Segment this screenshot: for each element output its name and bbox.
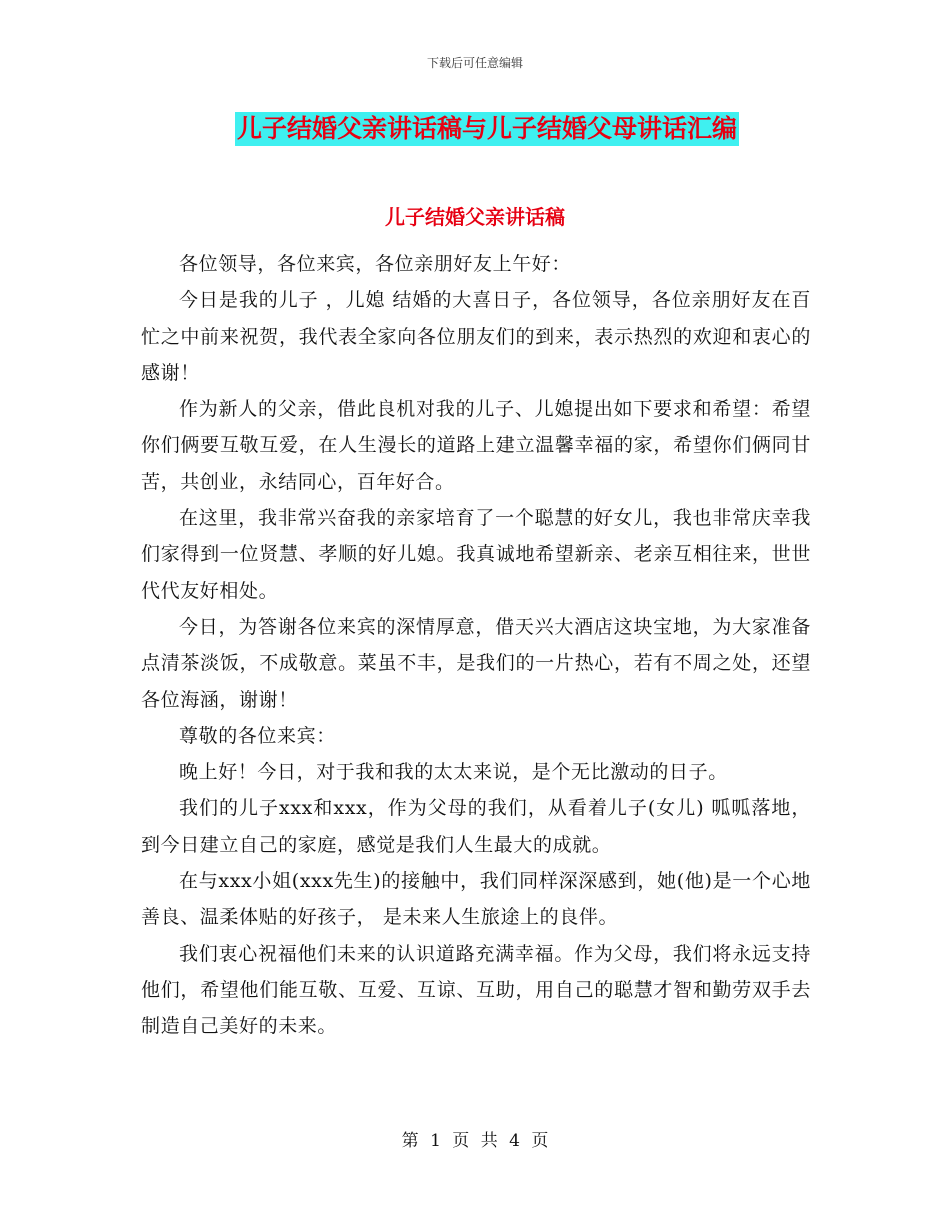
paragraph: 我们衷心祝福他们未来的认识道路充满幸福。作为父母，我们将永远支持他们，希望他们能互敬、互爱、互谅、互助，用自己的聪慧才智和勤劳双手去制造自己美好的未来。 (141, 942, 811, 1038)
paragraph: 我们的儿子xxx和xxx，作为父母的我们，从看着儿子(女儿) 呱呱落地，到今日建立自己的家庭，感觉是我们人生最大的成就。 (141, 797, 811, 856)
header-note: 下载后可任意编辑 (426, 56, 523, 70)
paragraph: 各位领导，各位来宾，各位亲朋好友上午好： (179, 253, 572, 275)
section-title: 儿子结婚父亲讲话稿 (385, 205, 565, 229)
paragraph: 今日，为答谢各位来宾的深情厚意，借天兴大酒店这块宝地，为大家准备点清茶淡饭，不成敬意。菜虽不丰，是我们的一片热心，若有不周之处，还望各位海涵，谢谢！ (141, 615, 811, 711)
paragraph: 作为新人的父亲，借此良机对我的儿子、儿媳提出如下要求和希望：希望你们俩要互敬互爱，在人生漫长的道路上建立温馨幸福的家，希望你们俩同甘苦，共创业，永结同心，百年好合。 (141, 398, 811, 493)
page-indicator: 第 1 页 共 4 页 (401, 1131, 549, 1151)
paragraph: 今日是我的儿子 ，儿媳 结婚的大喜日子，各位领导，各位亲朋好友在百忙之中前来祝贺，我代表全家向各位朋友们的到来，表示热烈的欢迎和衷心的感谢！ (141, 289, 811, 384)
paragraph: 尊敬的各位来宾： (179, 724, 336, 747)
paragraph: 在这里，我非常兴奋我的亲家培育了一个聪慧的好女儿，我也非常庆幸我们家得到一位贤慧、孝顺的好儿媳。我真诚地希望新亲、老亲互相往来，世世代代友好相处。 (141, 507, 811, 602)
document-title-text: 儿子结婚父亲讲话稿与儿子结婚父母讲话汇编 (235, 112, 739, 146)
document-title (0, 112, 950, 146)
paragraph: 在与xxx小姐(xxx先生)的接触中，我们同样深深感到，她(他)是一个心地善良、温柔体贴的好孩子， 是未来人生旅途上的良伴。 (141, 870, 811, 929)
paragraph: 晚上好！今日，对于我和我的太太来说，是个无比激动的日子。 (179, 761, 728, 784)
document-body (141, 246, 811, 1045)
